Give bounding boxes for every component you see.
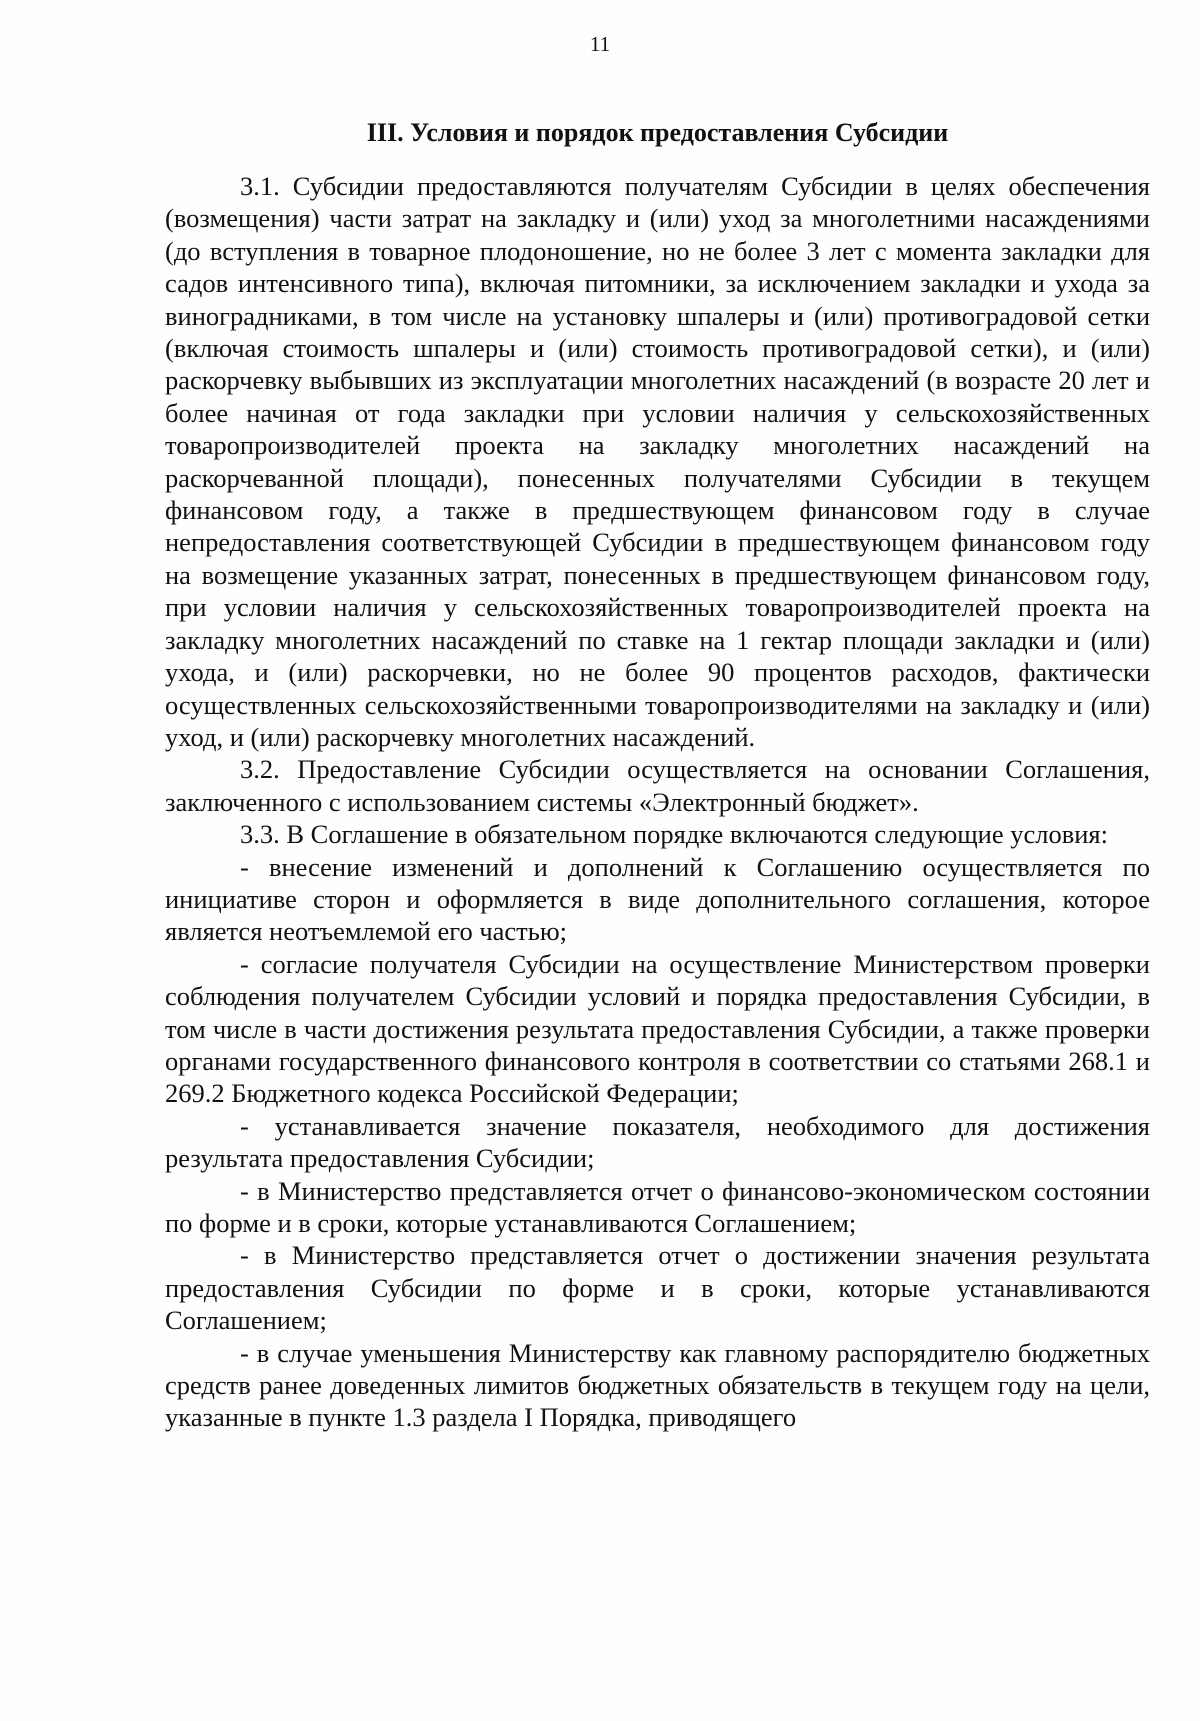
paragraph-3-2: 3.2. Предоставление Субсидии осуществляется на основании Соглашения, заключенного с использованием системы «Электронный бюджет». <box>165 754 1150 817</box>
page-number: 11 <box>589 32 611 56</box>
section-title: III. Условия и порядок предоставления Субсидии <box>366 118 949 147</box>
paragraph-3-3: 3.3. В Соглашение в обязательном порядке включаются следующие условия: <box>240 819 1108 850</box>
condition-item: - в Министерство представляется отчет о финансово-экономическом состоянии по форме и в сроки, которые устанавливаются Соглашением; <box>165 1175 1150 1238</box>
condition-item: - внесение изменений и дополнений к Соглашению осуществляется по инициативе сторон и оформляется в виде дополнительного соглашения, которое является неотъемлемой его частью; <box>165 851 1150 947</box>
paragraph-3-1: 3.1. Субсидии предоставляются получателям Субсидии в целях обеспечения (возмещения) части затрат на закладку и (или) уход за многолетними насаждениями (до вступления в товарное плодоношение, но не более 3 лет с момента закладки для садов интенсивного типа), включая питомники, за исключением закладки и ухода за виноградниками, в том числе на установку шпалеры и (или) противоградовой сетки (включая стоимость шпалеры и (или) стоимость противоградовой сетки), и (или) раскорчевку выбывших из эксплуатации многолетних насаждений (в возрасте 20 лет и более начиная от года закладки при условии наличия у сельскохозяйственных товаропроизводителей проекта на закладку многолетних насаждений на раскорчеванной площади), понесенных получателями Субсидии в текущем финансовом году, а также в предшествующем финансовом году в случае непредоставления соответствующей Субсидии в предшествующем финансовом году на возмещение указанных затрат, понесенных в предшествующем финансовом году, при условии наличия у сельскохозяйственных товаропроизводителей проекта на закладку многолетних насаждений по ставке на 1 гектар площади закладки и (или) ухода, и (или) раскорчевки, но не более 90 процентов расходов, фактически осуществленных сельскохозяйственными товаропроизводителями на закладку и (или) уход, и (или) раскорчевку многолетних насаждений. <box>165 171 1150 752</box>
condition-item: - в случае уменьшения Министерству как главному распорядителю бюджетных средств ранее доведенных лимитов бюджетных обязательств в текущем году на цели, указанные в пункте 1.3 раздела I Порядка, приводящего <box>165 1337 1150 1433</box>
condition-item: - устанавливается значение показателя, необходимого для достижения результата предоставления Субсидии; <box>165 1110 1150 1174</box>
condition-item: - согласие получателя Субсидии на осуществление Министерством проверки соблюдения получателем Субсидии условий и порядка предоставления Субсидии, в том числе в части достижения результата предоставления Субсидии, а также проверки органами государственного финансового контроля в соответствии со статьями 268.1 и 269.2 Бюджетного кодекса Российской Федерации; <box>165 948 1150 1109</box>
condition-item: - в Министерство представляется отчет о достижении значения результата предоставления Субсидии по форме и в сроки, которые устанавливаются Соглашением; <box>165 1240 1150 1336</box>
document-body <box>165 170 1150 1434</box>
